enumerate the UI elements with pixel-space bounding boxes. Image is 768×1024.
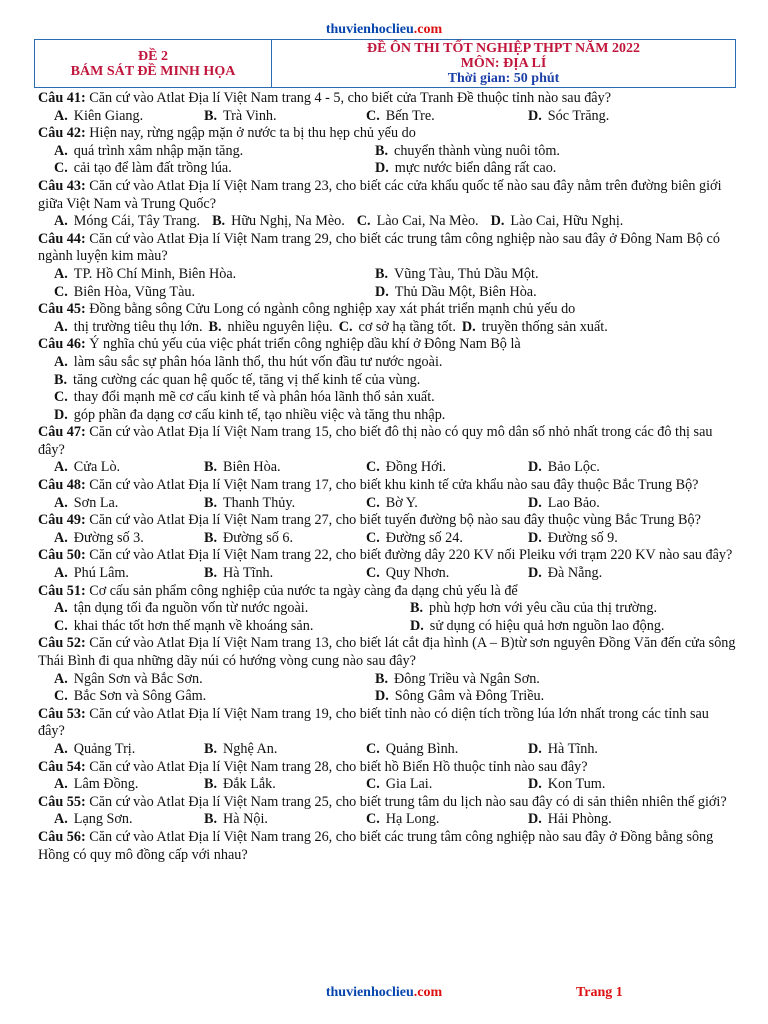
answer-option[interactable] bbox=[54, 600, 410, 618]
question-number: Câu 52: bbox=[38, 635, 86, 652]
option-text: truyền thống sản xuất. bbox=[481, 318, 608, 335]
exam-subtitle: BÁM SÁT ĐỀ MINH HỌA bbox=[70, 63, 236, 79]
answer-option[interactable] bbox=[54, 407, 738, 425]
site-footer-link[interactable] bbox=[0, 985, 768, 1001]
option-label: B. bbox=[375, 265, 389, 282]
answer-option[interactable] bbox=[54, 319, 203, 337]
question bbox=[38, 231, 738, 266]
option-text: làm sâu sắc sự phân hóa lãnh thổ, thu hút vốn đầu tư nước ngoài. bbox=[73, 353, 443, 370]
answer-option[interactable] bbox=[366, 495, 528, 513]
option-label: B. bbox=[204, 565, 218, 582]
question-number: Câu 50: bbox=[38, 547, 86, 564]
answer-options-row bbox=[38, 160, 738, 178]
option-text: Biên Hòa. bbox=[223, 459, 281, 476]
answer-option[interactable] bbox=[375, 266, 539, 284]
option-text: cải tạo để làm đất trồng lúa. bbox=[73, 160, 232, 177]
option-label: B. bbox=[410, 600, 424, 617]
question-text: Cơ cấu sản phẩm công nghiệp của nước ta ngày càng đa dạng chủ yếu là để bbox=[89, 582, 518, 599]
answer-options bbox=[38, 319, 738, 337]
answer-option[interactable] bbox=[204, 530, 366, 548]
option-text: Bến Tre. bbox=[385, 107, 435, 124]
question bbox=[38, 706, 738, 741]
option-text: Cửa Lò. bbox=[73, 459, 121, 476]
option-label: C. bbox=[366, 565, 380, 582]
answer-option[interactable] bbox=[54, 389, 738, 407]
answer-options-row bbox=[38, 688, 738, 706]
option-label: B. bbox=[204, 107, 218, 124]
answer-option[interactable] bbox=[528, 776, 690, 794]
question-number: Câu 48: bbox=[38, 477, 86, 494]
option-text: Kiên Giang. bbox=[73, 107, 144, 124]
answer-option[interactable] bbox=[54, 530, 204, 548]
option-label: A. bbox=[54, 142, 68, 159]
option-text: góp phần đa dạng cơ cấu kinh tế, tạo nhiều việc và tăng thu nhập. bbox=[73, 406, 446, 423]
option-label: B. bbox=[375, 670, 389, 687]
option-text: Bắc Sơn và Sông Gâm. bbox=[73, 688, 207, 705]
option-text: Quảng Bình. bbox=[385, 740, 459, 757]
question-number: Câu 51: bbox=[38, 582, 86, 599]
option-label: B. bbox=[204, 776, 218, 793]
answer-option[interactable] bbox=[366, 530, 528, 548]
answer-option[interactable] bbox=[462, 319, 608, 337]
option-label: A. bbox=[54, 565, 68, 582]
answer-options bbox=[38, 495, 738, 513]
question-text: Ý nghĩa chủ yếu của việc phát triển công nghiệp dầu khí ở Đông Nam Bộ là bbox=[89, 336, 521, 353]
option-label: D. bbox=[490, 213, 505, 230]
option-text: Nghệ An. bbox=[223, 740, 278, 757]
option-text: Đông Triều và Ngân Sơn. bbox=[394, 670, 540, 687]
option-label: C. bbox=[366, 776, 380, 793]
option-text: Móng Cái, Tây Trang. bbox=[73, 213, 201, 230]
question-number: Câu 44: bbox=[38, 230, 86, 247]
answer-options-row bbox=[38, 143, 738, 161]
answer-option[interactable] bbox=[528, 811, 690, 829]
question-number: Câu 45: bbox=[38, 301, 86, 318]
option-text: Kon Tum. bbox=[547, 776, 606, 793]
question-number: Câu 53: bbox=[38, 705, 86, 722]
option-label: B. bbox=[212, 213, 226, 230]
answer-option[interactable] bbox=[54, 160, 375, 178]
answer-option[interactable] bbox=[212, 213, 345, 231]
site-header-link[interactable] bbox=[0, 22, 768, 38]
option-label: D. bbox=[375, 688, 389, 705]
option-text: Lạng Sơn. bbox=[73, 811, 133, 828]
exam-duration: Thời gian: 50 phút bbox=[447, 71, 560, 86]
question-number: Câu 55: bbox=[38, 793, 86, 810]
option-label: A. bbox=[54, 265, 68, 282]
option-label: C. bbox=[54, 617, 68, 634]
question-text: Căn cứ vào Atlat Địa lí Việt Nam trang 29, cho biết các trung tâm công nghiệp nào sau đây ở Đông Nam Bộ có ngành luyện kim màu? bbox=[38, 230, 720, 265]
option-label: C. bbox=[356, 213, 371, 230]
answer-option[interactable] bbox=[375, 671, 540, 689]
option-text: Thủ Dầu Một, Biên Hòa. bbox=[394, 283, 537, 300]
answer-options bbox=[38, 741, 738, 759]
option-text: Sơn La. bbox=[73, 494, 119, 511]
site-tld: .com bbox=[413, 22, 443, 37]
option-text: Hải Phòng. bbox=[547, 811, 612, 828]
question-text: Hiện nay, rừng ngập mặn ở nước ta bị thu hẹp chủ yếu do bbox=[89, 125, 416, 142]
option-label: B. bbox=[204, 740, 218, 757]
question bbox=[38, 424, 738, 459]
option-label: C. bbox=[366, 107, 380, 124]
option-text: mực nước biển dâng rất cao. bbox=[394, 160, 557, 177]
option-text: Hữu Nghị, Na Mèo. bbox=[231, 213, 345, 230]
option-label: C. bbox=[366, 494, 380, 511]
question-text: Căn cứ vào Atlat Địa lí Việt Nam trang 17, cho biết khu kinh tế cửa khẩu nào sau đây thuộc Bắc Trung Bộ? bbox=[89, 477, 699, 494]
option-label: A. bbox=[54, 670, 68, 687]
question bbox=[38, 635, 738, 670]
answer-option[interactable] bbox=[54, 459, 204, 477]
option-text: Đường số 9. bbox=[547, 529, 618, 546]
answer-option[interactable] bbox=[204, 776, 366, 794]
answer-option[interactable] bbox=[491, 213, 624, 231]
option-text: Quảng Trị. bbox=[73, 740, 136, 757]
question bbox=[38, 583, 738, 601]
page-number: Trang 1 bbox=[576, 985, 623, 1000]
option-label: D. bbox=[528, 494, 542, 511]
option-label: A. bbox=[54, 213, 68, 230]
answer-option[interactable] bbox=[54, 213, 200, 231]
answer-option[interactable] bbox=[54, 671, 375, 689]
answer-option[interactable] bbox=[528, 495, 690, 513]
option-label: A. bbox=[54, 811, 68, 828]
exam-header-table bbox=[34, 39, 736, 88]
exam-number: ĐỀ 2 bbox=[138, 48, 168, 64]
option-label: A. bbox=[54, 740, 68, 757]
answer-option[interactable] bbox=[204, 459, 366, 477]
answer-options-row bbox=[38, 600, 738, 618]
answer-option[interactable] bbox=[366, 741, 528, 759]
question-text: Căn cứ vào Atlat Địa lí Việt Nam trang 4 - 5, cho biết cửa Tranh Đề thuộc tỉnh nào sau đây? bbox=[89, 90, 611, 106]
option-text: Vũng Tàu, Thủ Dầu Một. bbox=[394, 265, 539, 282]
question-number: Câu 47: bbox=[38, 424, 86, 441]
exam-subject: MÔN: ĐỊA LÍ bbox=[460, 56, 547, 71]
answer-option[interactable] bbox=[204, 811, 366, 829]
question bbox=[38, 477, 738, 495]
option-label: D. bbox=[528, 459, 542, 476]
answer-option[interactable] bbox=[366, 108, 528, 126]
option-text: Đường số 6. bbox=[223, 529, 293, 546]
question bbox=[38, 301, 738, 319]
question bbox=[38, 829, 738, 864]
question-number: Câu 43: bbox=[38, 177, 86, 194]
answer-option[interactable] bbox=[357, 213, 479, 231]
answer-option[interactable] bbox=[54, 811, 204, 829]
option-text: Phú Lâm. bbox=[73, 565, 129, 582]
answer-option[interactable] bbox=[54, 495, 204, 513]
answer-option[interactable] bbox=[528, 565, 690, 583]
answer-option[interactable] bbox=[339, 319, 456, 337]
option-label: B. bbox=[204, 811, 218, 828]
answer-options-row bbox=[38, 618, 738, 636]
option-label: C. bbox=[54, 389, 68, 406]
question-text: Căn cứ vào Atlat Địa lí Việt Nam trang 15, cho biết đô thị nào có quy mô dân số nhỏ nhất trong các đô thị sau đây? bbox=[38, 424, 713, 458]
option-text: Hà Tĩnh. bbox=[547, 740, 598, 757]
answer-option[interactable] bbox=[375, 284, 537, 302]
option-text: tận dụng tối đa nguồn vốn từ nước ngoài. bbox=[73, 600, 309, 617]
answer-option[interactable] bbox=[54, 372, 738, 390]
question-text: Căn cứ vào Atlat Địa lí Việt Nam trang 19, cho biết tỉnh nào có diện tích trồng lúa lớn nhất trong các tỉnh sau đây? bbox=[38, 705, 709, 740]
option-text: Bờ Y. bbox=[385, 494, 418, 511]
question-list bbox=[38, 90, 738, 864]
option-label: A. bbox=[54, 494, 68, 511]
option-text: Đắk Lắk. bbox=[223, 776, 276, 793]
question-text: Căn cứ vào Atlat Địa lí Việt Nam trang 26, cho biết các trung tâm công nghiệp nào sau đây ở Đồng bằng sông Hồng có quy mô đồng cấp với nhau? bbox=[38, 828, 714, 863]
exam-title: ĐỀ ÔN THI TỐT NGHIỆP THPT NĂM 2022 bbox=[367, 41, 640, 56]
option-text: tăng cường các quan hệ quốc tế, tăng vị thế kinh tế của vùng. bbox=[73, 371, 421, 388]
option-label: D. bbox=[528, 776, 542, 793]
option-label: D. bbox=[375, 160, 389, 177]
answer-option[interactable] bbox=[54, 776, 204, 794]
option-label: A. bbox=[54, 353, 68, 370]
question-number: Câu 56: bbox=[38, 828, 86, 845]
option-label: D. bbox=[528, 107, 542, 124]
option-label: A. bbox=[54, 318, 68, 335]
answer-option[interactable] bbox=[528, 108, 690, 126]
option-text: Trà Vinh. bbox=[223, 107, 277, 124]
option-text: Hà Nội. bbox=[223, 811, 268, 828]
option-label: D. bbox=[528, 811, 542, 828]
option-label: C. bbox=[338, 318, 353, 335]
option-text: Lào Cai, Na Mèo. bbox=[376, 213, 479, 230]
question bbox=[38, 759, 738, 777]
answer-options bbox=[38, 565, 738, 583]
exam-title-cell bbox=[272, 40, 735, 87]
option-label: A. bbox=[54, 459, 68, 476]
option-text: Sóc Trăng. bbox=[547, 107, 610, 124]
answer-options bbox=[38, 213, 738, 231]
option-text: thay đổi mạnh mẽ cơ cấu kinh tế và phân hóa lãnh thổ sản xuất. bbox=[73, 389, 435, 406]
answer-options bbox=[38, 776, 738, 794]
option-text: sử dụng có hiệu quả hơn nguồn lao động. bbox=[429, 617, 665, 634]
option-text: thị trường tiêu thụ lớn. bbox=[73, 318, 203, 335]
option-text: Thanh Thủy. bbox=[223, 494, 296, 511]
option-label: C. bbox=[54, 160, 68, 177]
option-label: A. bbox=[54, 529, 68, 546]
option-label: B. bbox=[204, 494, 218, 511]
answer-option[interactable] bbox=[366, 776, 528, 794]
footer-site-tld: .com bbox=[413, 985, 443, 1000]
answer-option[interactable] bbox=[366, 459, 528, 477]
option-text: Lào Cai, Hữu Nghị. bbox=[510, 213, 624, 230]
question bbox=[38, 512, 738, 530]
option-label: D. bbox=[528, 740, 542, 757]
answer-option[interactable] bbox=[54, 741, 204, 759]
question-number: Câu 42: bbox=[38, 125, 86, 142]
question-text: Căn cứ vào Atlat Địa lí Việt Nam trang 23, cho biết các cửa khẩu quốc tế nào sau đây nằm trên đường biên giới giữa Việt Nam và Trung Quốc? bbox=[38, 177, 722, 212]
option-text: Lâm Đồng. bbox=[73, 776, 139, 793]
exam-code-cell bbox=[35, 40, 272, 87]
answer-option[interactable] bbox=[54, 266, 375, 284]
option-text: chuyển thành vùng nuôi tôm. bbox=[394, 142, 560, 159]
question-text: Căn cứ vào Atlat Địa lí Việt Nam trang 25, cho biết trung tâm du lịch nào sau đây có di sản thiên nhiên thế giới? bbox=[89, 793, 727, 810]
answer-option[interactable] bbox=[528, 459, 690, 477]
answer-option[interactable] bbox=[528, 530, 690, 548]
question-number: Câu 46: bbox=[38, 336, 86, 353]
answer-option[interactable] bbox=[204, 108, 366, 126]
option-label: C. bbox=[366, 740, 380, 757]
option-label: D. bbox=[528, 565, 542, 582]
answer-option[interactable] bbox=[54, 143, 375, 161]
option-label: D. bbox=[528, 529, 542, 546]
option-text: Gia Lai. bbox=[385, 776, 433, 793]
question-text: Căn cứ vào Atlat Địa lí Việt Nam trang 28, cho biết hồ Biển Hồ thuộc tỉnh nào sau đây? bbox=[89, 758, 588, 775]
answer-options bbox=[38, 530, 738, 548]
option-text: Đường số 24. bbox=[385, 529, 463, 546]
answer-options bbox=[38, 811, 738, 829]
site-name: thuvienhoclieu bbox=[325, 22, 414, 37]
question bbox=[38, 547, 738, 565]
answer-options bbox=[38, 108, 738, 126]
question bbox=[38, 336, 738, 354]
answer-option[interactable] bbox=[410, 618, 664, 636]
question bbox=[38, 794, 738, 812]
answer-option[interactable] bbox=[54, 284, 375, 302]
question-text: Căn cứ vào Atlat Địa lí Việt Nam trang 22, cho biết đường dây 220 KV nối Pleiku với trạm 220 KV nào sau đây? bbox=[89, 547, 733, 564]
option-text: phù hợp hơn với yêu cầu của thị trường. bbox=[429, 600, 658, 617]
answer-option[interactable] bbox=[375, 160, 556, 178]
option-label: D. bbox=[410, 617, 424, 634]
answer-option[interactable] bbox=[209, 319, 333, 337]
option-text: Đà Nẵng. bbox=[547, 565, 603, 582]
question bbox=[38, 90, 738, 108]
option-text: Hạ Long. bbox=[385, 811, 440, 828]
answer-options-row bbox=[38, 671, 738, 689]
option-label: A. bbox=[54, 600, 68, 617]
question-number: Câu 41: bbox=[38, 90, 86, 106]
footer-site-name: thuvienhoclieu bbox=[325, 985, 414, 1000]
option-text: Ngân Sơn và Bắc Sơn. bbox=[73, 670, 203, 687]
option-text: TP. Hồ Chí Minh, Biên Hòa. bbox=[73, 265, 237, 282]
option-label: C. bbox=[366, 459, 380, 476]
option-label: A. bbox=[54, 776, 68, 793]
option-label: B. bbox=[54, 371, 68, 388]
option-label: C. bbox=[366, 529, 380, 546]
question bbox=[38, 178, 738, 213]
option-text: khai thác tốt hơn thế mạnh về khoáng sản. bbox=[73, 617, 314, 634]
answer-option[interactable] bbox=[375, 143, 560, 161]
answer-options-row bbox=[38, 284, 738, 302]
option-text: Lao Bảo. bbox=[547, 494, 600, 511]
answer-option[interactable] bbox=[204, 495, 366, 513]
answer-option[interactable] bbox=[204, 741, 366, 759]
answer-options bbox=[38, 459, 738, 477]
answer-options bbox=[38, 354, 738, 424]
option-text: Đồng Hới. bbox=[385, 459, 447, 476]
question-number: Câu 49: bbox=[38, 512, 86, 529]
option-text: Quy Nhơn. bbox=[385, 565, 450, 582]
option-label: D. bbox=[461, 318, 476, 335]
option-text: quá trình xâm nhập mặn tăng. bbox=[73, 142, 244, 159]
option-label: C. bbox=[366, 811, 380, 828]
answer-option[interactable] bbox=[54, 618, 410, 636]
option-label: B. bbox=[204, 459, 218, 476]
question-number: Câu 54: bbox=[38, 758, 86, 775]
option-label: D. bbox=[375, 283, 389, 300]
answer-option[interactable] bbox=[366, 565, 528, 583]
question-text: Căn cứ vào Atlat Địa lí Việt Nam trang 27, cho biết tuyến đường bộ nào sau đây thuộc vùng Bắc Trung Bộ? bbox=[89, 512, 701, 529]
option-label: B. bbox=[375, 142, 389, 159]
option-text: Bảo Lộc. bbox=[547, 459, 600, 476]
answer-option[interactable] bbox=[54, 354, 738, 372]
option-label: C. bbox=[54, 283, 68, 300]
option-label: A. bbox=[54, 107, 68, 124]
answer-option[interactable] bbox=[375, 688, 544, 706]
answer-option[interactable] bbox=[54, 565, 204, 583]
option-label: B. bbox=[208, 318, 222, 335]
answer-option[interactable] bbox=[528, 741, 690, 759]
option-text: cơ sở hạ tầng tốt. bbox=[358, 318, 456, 335]
answer-option[interactable] bbox=[204, 565, 366, 583]
answer-option[interactable] bbox=[410, 600, 657, 618]
option-text: Hà Tĩnh. bbox=[223, 565, 274, 582]
option-label: B. bbox=[204, 529, 218, 546]
answer-options-row bbox=[38, 266, 738, 284]
question-text: Căn cứ vào Atlat Địa lí Việt Nam trang 13, cho biết lát cắt địa hình (A – B)từ sơn nguyên Đồng Văn đến cửa sông Thái Bình đi qua những dãy núi có hướng vòng cung nào sau đây? bbox=[38, 635, 736, 669]
question-text: Đồng bằng sông Cửu Long có ngành công nghiệp xay xát phát triển mạnh chủ yếu do bbox=[89, 301, 576, 318]
question bbox=[38, 125, 738, 143]
option-label: C. bbox=[54, 688, 68, 705]
option-text: Đường số 3. bbox=[73, 529, 144, 546]
answer-option[interactable] bbox=[54, 688, 375, 706]
option-text: Sông Gâm và Đông Triều. bbox=[394, 688, 545, 705]
option-text: Biên Hòa, Vũng Tàu. bbox=[73, 283, 196, 300]
option-label: D. bbox=[54, 406, 68, 423]
answer-option[interactable] bbox=[54, 108, 204, 126]
answer-option[interactable] bbox=[366, 811, 528, 829]
option-text: nhiều nguyên liệu. bbox=[227, 318, 333, 335]
